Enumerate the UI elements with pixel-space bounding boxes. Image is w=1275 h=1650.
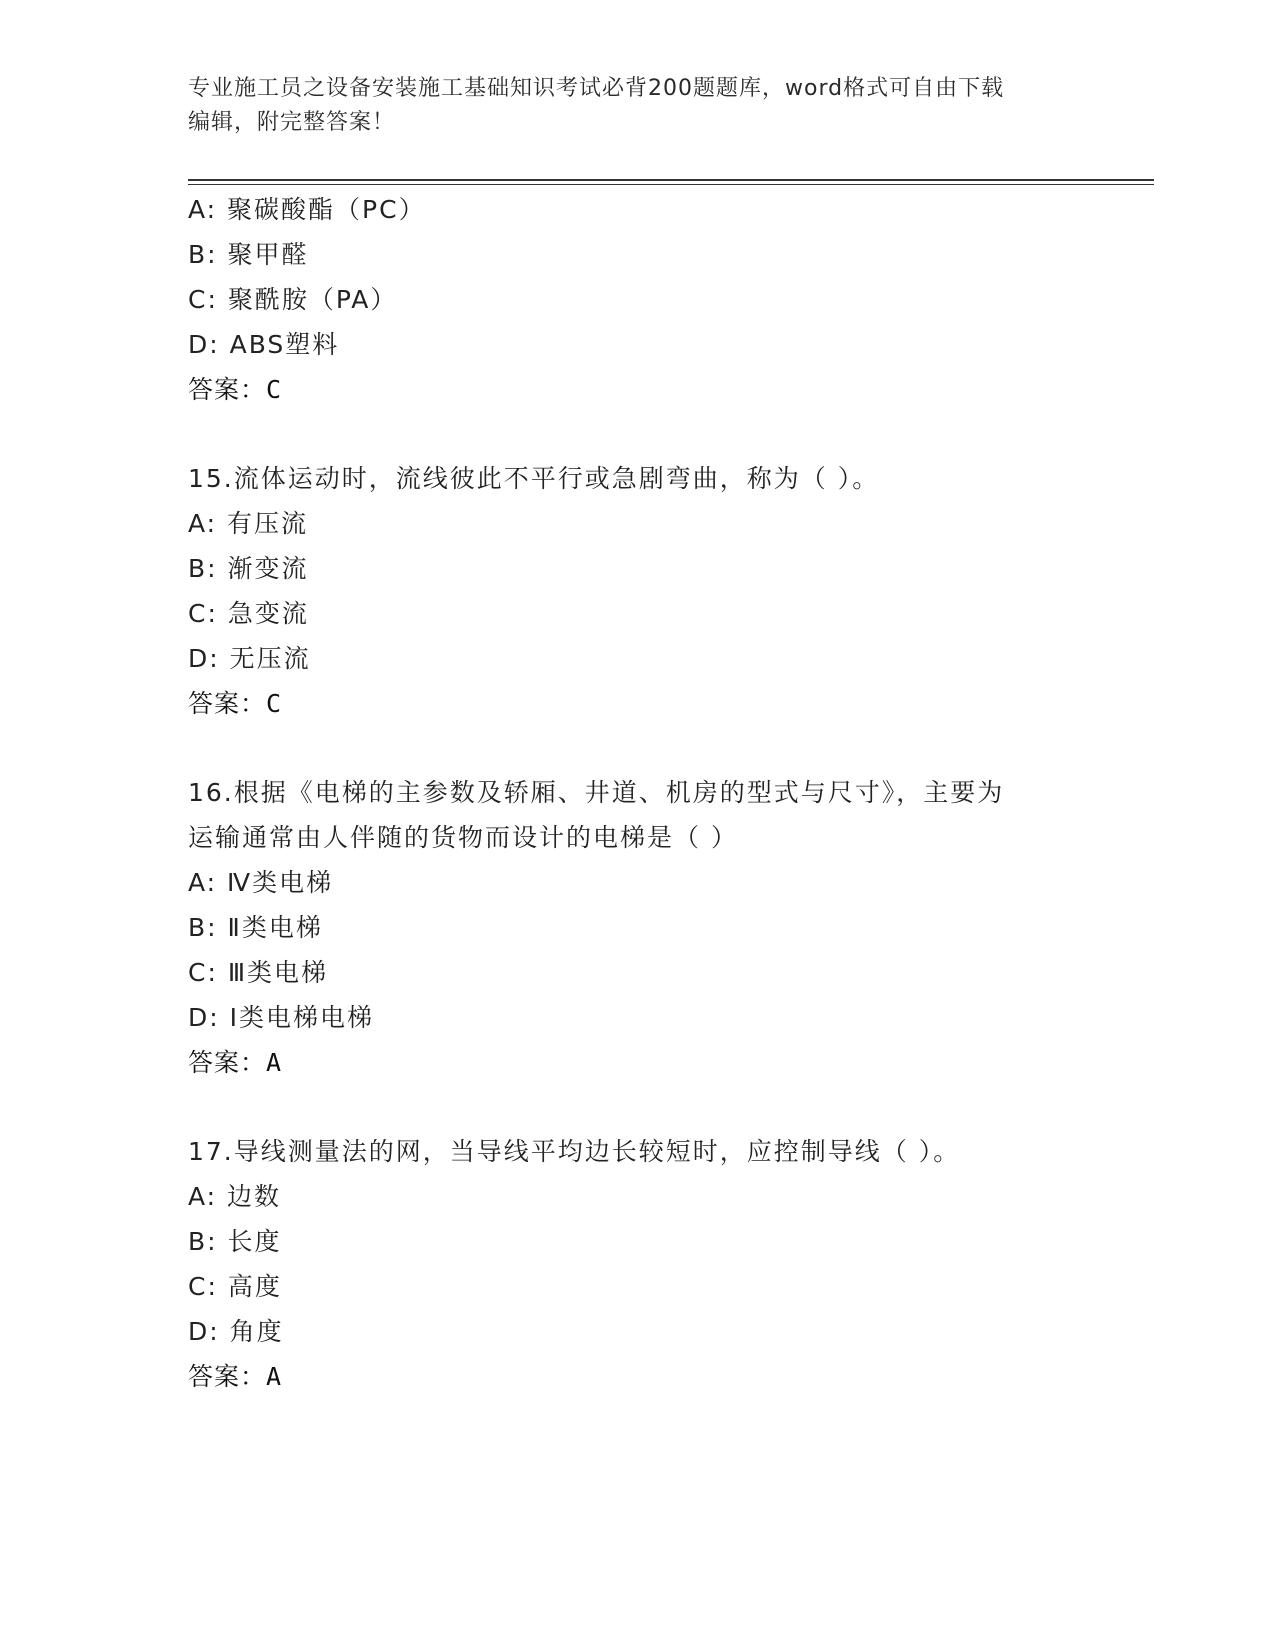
q14-option-c: C: 聚酰胺（PA） [188, 285, 398, 314]
header-line-1: 专业施工员之设备安装施工基础知识考试必背200题题库，word格式可自由下载 [188, 76, 1005, 101]
header-divider-thick [188, 179, 1154, 181]
q17-answer: 答案：A [188, 1362, 283, 1391]
q14-option-a: A: 聚碳酸酯（PC） [188, 195, 426, 224]
header-line-2: 编辑，附完整答案！ [188, 110, 396, 135]
q16-option-b: B: Ⅱ类电梯 [188, 913, 323, 942]
document-header [188, 72, 1088, 140]
q16-option-c: C: Ⅲ类电梯 [188, 958, 329, 987]
q17-option-a: A: 边数 [188, 1182, 282, 1211]
q16-answer: 答案：A [188, 1048, 283, 1077]
q14-option-d: D: ABS塑料 [188, 330, 340, 359]
q14-answer: 答案：C [188, 375, 283, 404]
q14-option-b: B: 聚甲醛 [188, 240, 309, 269]
q17-option-d: D: 角度 [188, 1317, 284, 1346]
q17-option-c: C: 高度 [188, 1272, 282, 1301]
q16-question-line-2: 运输通常由人伴随的货物而设计的电梯是（ ） [188, 823, 738, 852]
q15-option-c: C: 急变流 [188, 599, 309, 628]
q16-question-line-1: 16.根据《电梯的主参数及轿厢、井道、机房的型式与尺寸》，主要为 [188, 778, 1005, 807]
q15-option-b: B: 渐变流 [188, 554, 309, 583]
q16-option-d: D: Ⅰ类电梯电梯 [188, 1003, 374, 1032]
q17-option-b: B: 长度 [188, 1227, 282, 1256]
header-divider-thin [188, 184, 1154, 185]
q17-question: 17.导线测量法的网，当导线平均边长较短时，应控制导线（ ）。 [188, 1137, 961, 1166]
q15-question: 15.流体运动时，流线彼此不平行或急剧弯曲，称为（ ）。 [188, 464, 880, 493]
q15-option-d: D: 无压流 [188, 644, 311, 673]
q15-option-a: A: 有压流 [188, 509, 309, 538]
q16-option-a: A: Ⅳ类电梯 [188, 868, 334, 897]
q15-answer: 答案：C [188, 689, 283, 718]
